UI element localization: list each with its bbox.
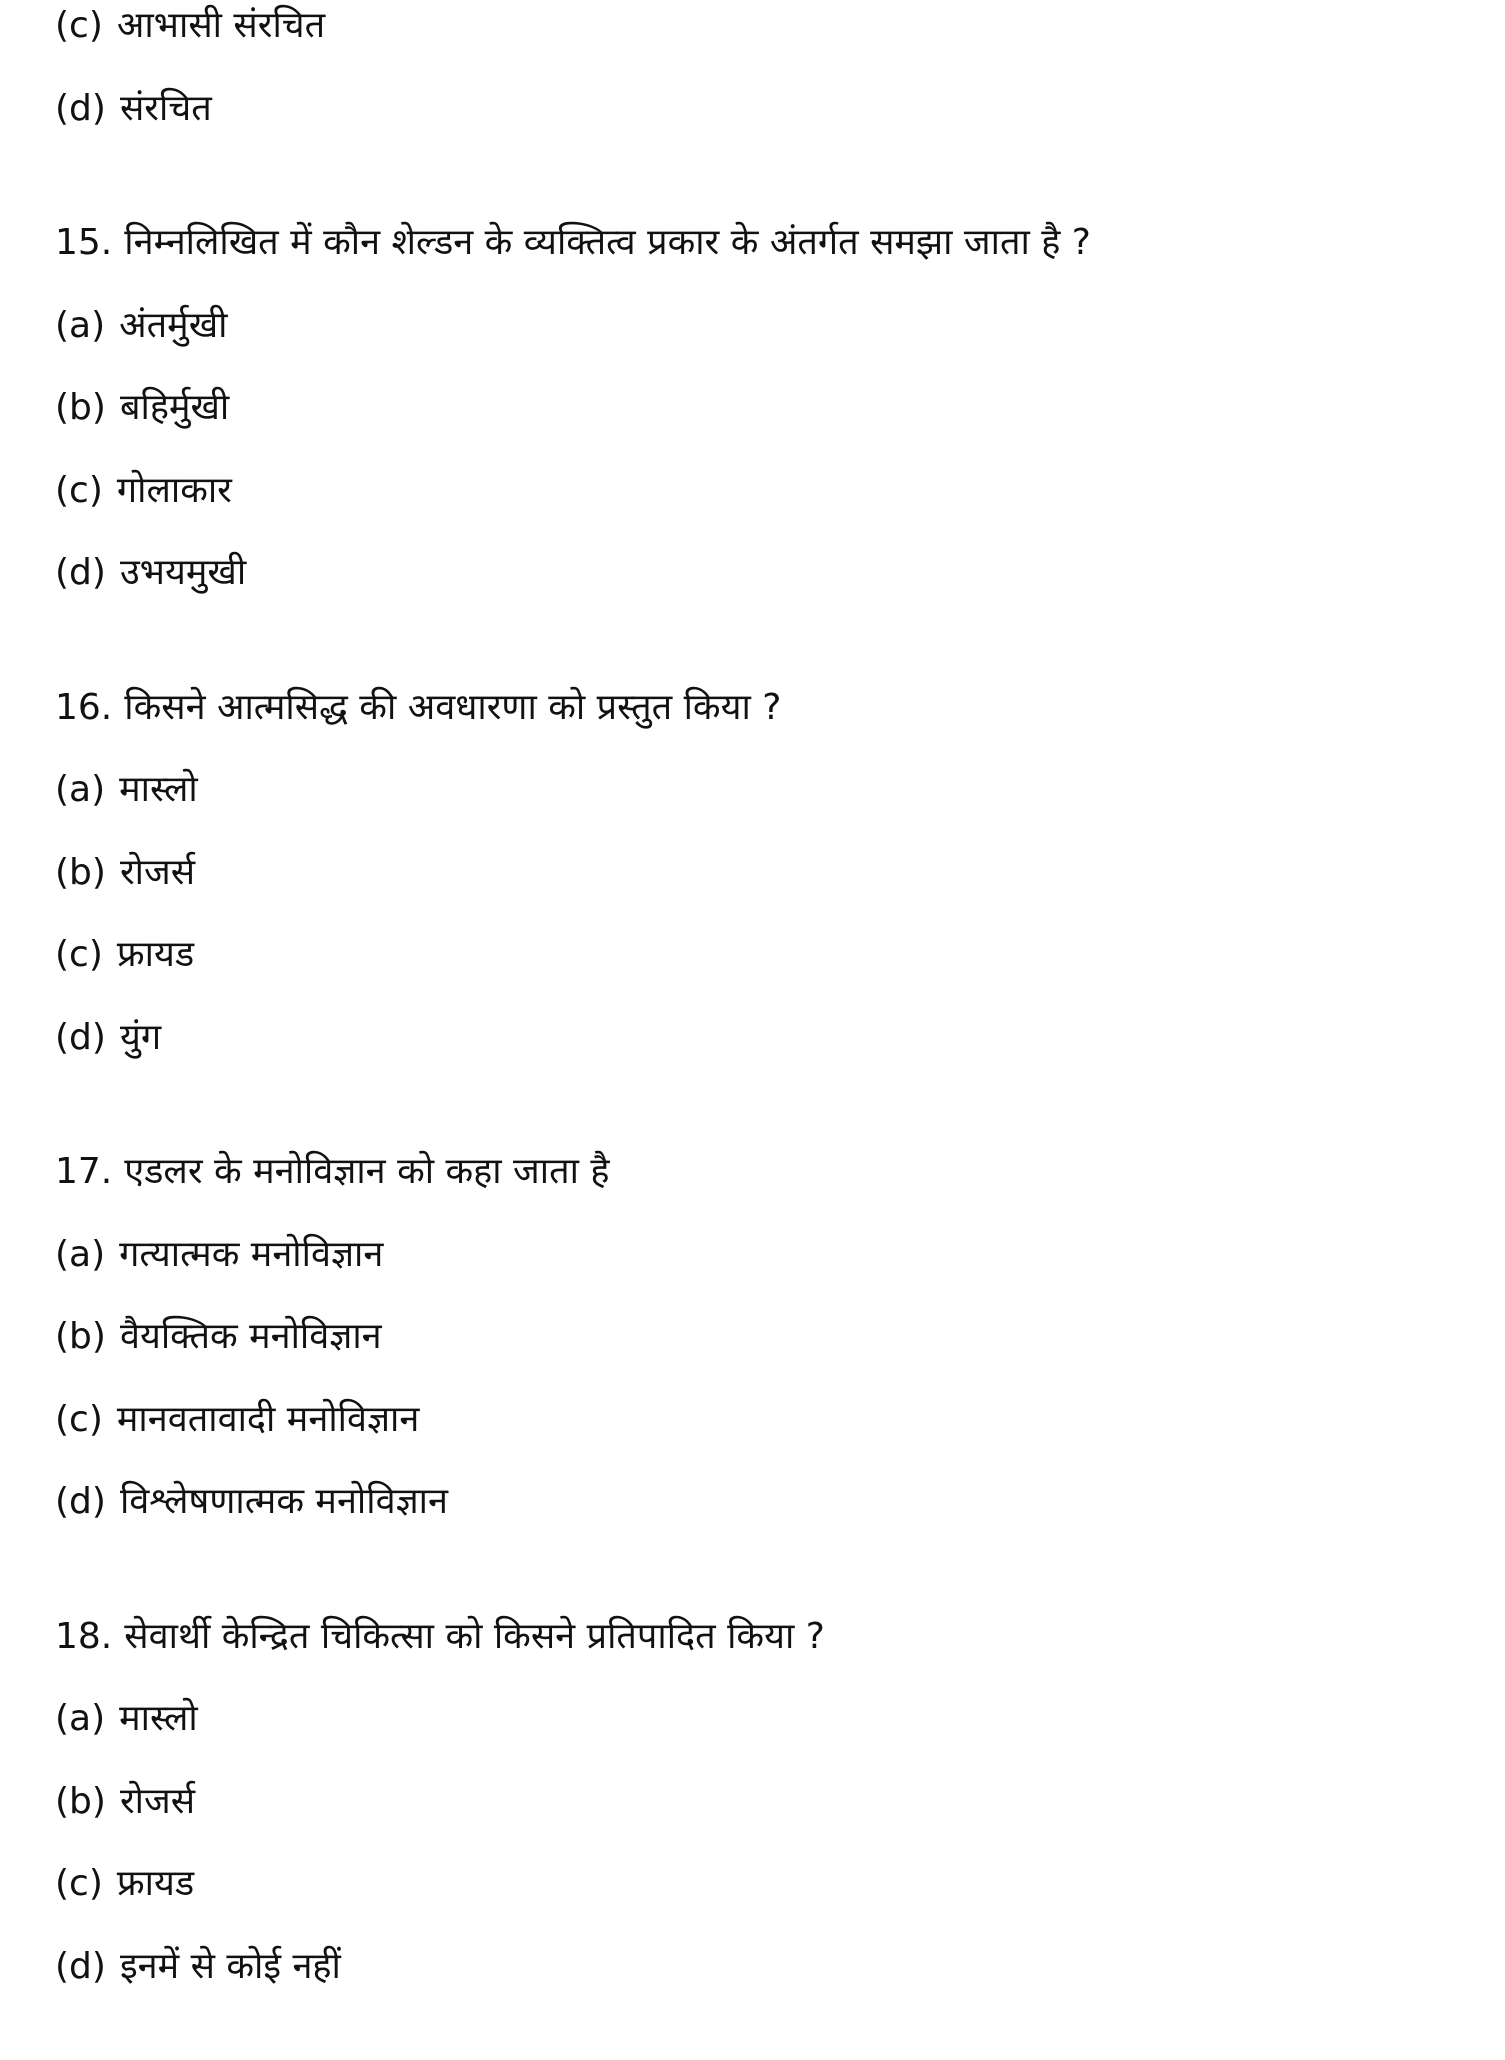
option-label: (a): [55, 769, 106, 810]
option-item: [55, 1761, 1505, 1844]
question-number: 18.: [55, 1615, 113, 1657]
question-number: 17.: [55, 1151, 113, 1192]
option-label: (a): [55, 1698, 106, 1739]
option-text: मास्लो: [119, 769, 198, 810]
option-text: मास्लो: [119, 1698, 198, 1739]
option-text: फ्रायड: [116, 1863, 195, 1904]
option-item: [55, 1843, 1505, 1926]
question-text: [55, 1596, 1505, 1679]
question-number: 16.: [55, 686, 113, 728]
option-text: फ्रायड: [116, 934, 195, 975]
option-label: (d): [55, 1945, 106, 1987]
option-item: [55, 367, 1505, 450]
option-item: [55, 1296, 1505, 1379]
question-number: 15.: [55, 222, 113, 263]
option-label: (c): [55, 1398, 103, 1440]
option-item: [55, 1678, 1505, 1761]
option-label: (b): [55, 387, 106, 428]
question-stem: निम्नलिखित में कौन शेल्डन के व्यक्तित्व प्रकार के अंतर्गत समझा जाता है ?: [124, 222, 1091, 263]
option-item: [55, 532, 1505, 615]
option-label: (a): [55, 304, 106, 346]
question-text: [55, 1131, 1505, 1214]
option-text: विश्लेषणात्मक मनोविज्ञान: [119, 1481, 448, 1522]
option-label: (c): [55, 1863, 103, 1904]
option-item: [55, 0, 1505, 68]
option-label: (c): [55, 469, 103, 511]
question-block: [55, 667, 1505, 1080]
option-item: [55, 285, 1505, 368]
question-block: [55, 0, 1505, 150]
option-label: (c): [55, 5, 103, 46]
option-item: [55, 68, 1505, 151]
option-text: मानवतावादी मनोविज्ञान: [116, 1398, 420, 1440]
question-page: [55, 0, 1505, 2060]
question-block: [55, 1131, 1505, 1544]
question-stem: किसने आत्मसिद्ध की अवधारणा को प्रस्तुत किया ?: [124, 686, 782, 728]
option-label: (b): [55, 1316, 106, 1357]
option-label: (b): [55, 1780, 106, 1822]
option-text: वैयक्तिक मनोविज्ञान: [119, 1316, 382, 1357]
option-label: (d): [55, 1481, 106, 1522]
option-item: [55, 914, 1505, 997]
option-item: [55, 450, 1505, 533]
option-label: (b): [55, 851, 106, 893]
option-text: इनमें से कोई नहीं: [119, 1945, 341, 1987]
question-block: [55, 1596, 1505, 2009]
question-stem: सेवार्थी केन्द्रित चिकित्सा को किसने प्रतिपादित किया ?: [124, 1615, 825, 1657]
option-item: [55, 1926, 1505, 2009]
option-label: (d): [55, 87, 106, 129]
option-text: रोजर्स: [119, 851, 196, 893]
option-text: बहिर्मुखी: [119, 387, 230, 428]
option-text: आभासी संरचित: [116, 5, 326, 46]
option-item: [55, 997, 1505, 1080]
option-text: संरचित: [119, 87, 212, 129]
option-text: युंग: [119, 1016, 162, 1058]
option-label: (d): [55, 552, 106, 593]
question-text: [55, 667, 1505, 750]
option-label: (a): [55, 1233, 106, 1275]
option-text: गत्यात्मक मनोविज्ञान: [119, 1233, 384, 1275]
option-item: [55, 1379, 1505, 1462]
option-item: [55, 832, 1505, 915]
option-item: [55, 749, 1505, 832]
question-stem: एडलर के मनोविज्ञान को कहा जाता है: [124, 1151, 610, 1192]
option-text: उभयमुखी: [119, 552, 247, 593]
option-text: गोलाकार: [116, 469, 232, 511]
option-label: (d): [55, 1016, 106, 1058]
question-block: [55, 202, 1505, 615]
option-text: रोजर्स: [119, 1780, 196, 1822]
question-text: [55, 202, 1505, 285]
option-item: [55, 1214, 1505, 1297]
option-label: (c): [55, 934, 103, 975]
option-text: अंतर्मुखी: [119, 304, 228, 346]
option-item: [55, 1461, 1505, 1544]
